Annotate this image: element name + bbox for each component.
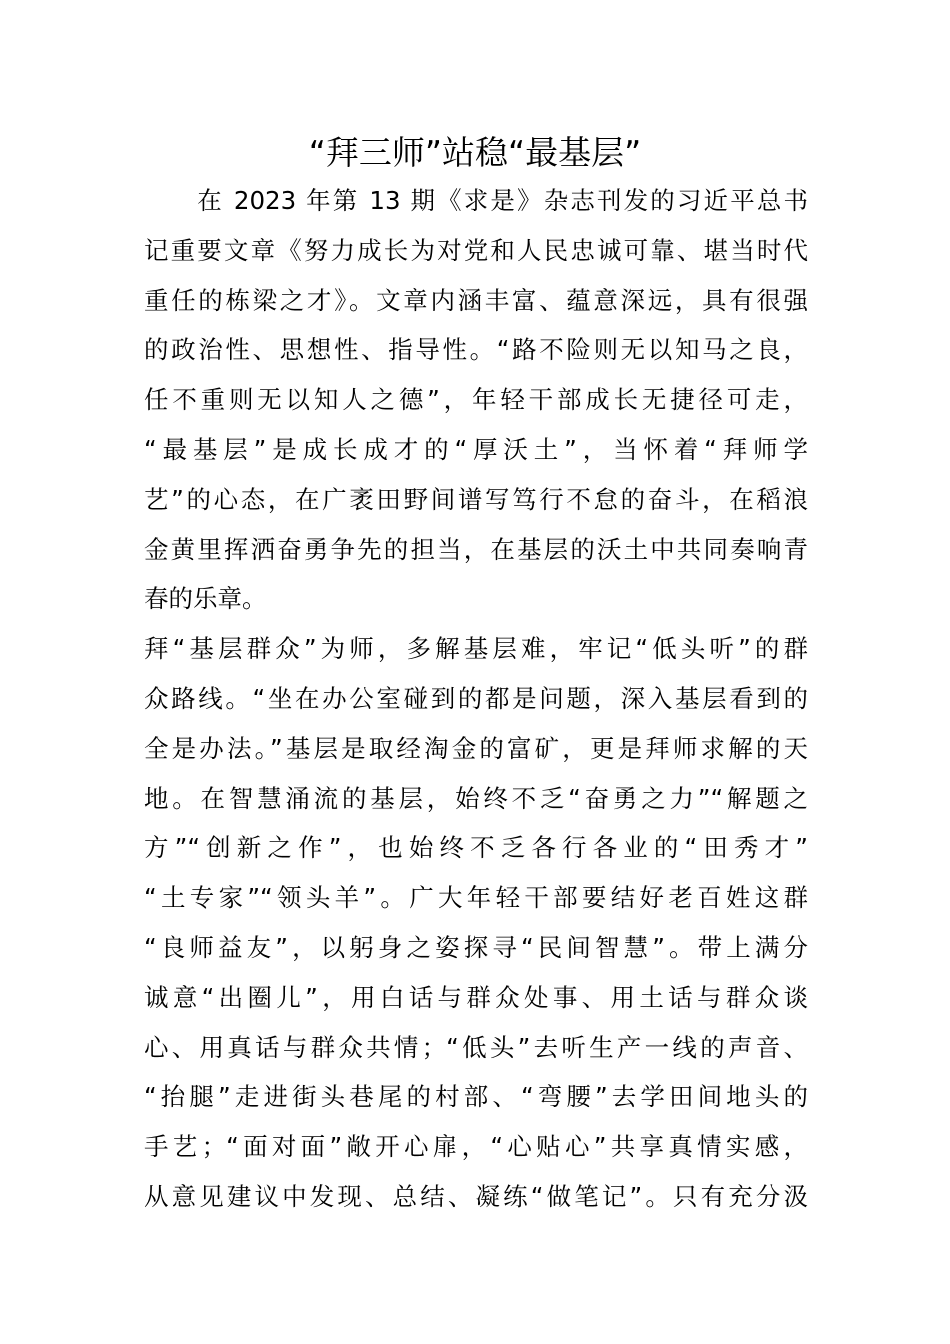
document-body [144, 176, 808, 1222]
document-title: “拜三师”站稳“最基层” [308, 133, 642, 172]
text-line: 金黄里挥洒奋勇争先的担当，在基层的沃土中共同奏响青 [144, 534, 808, 564]
text-line: 地。在智慧涌流的基层，始终不乏“奋勇之力”“解题之 [144, 783, 808, 813]
text-line: “良师益友”，以躬身之姿探寻“民间智慧”。带上满分 [144, 932, 808, 962]
text-line: 方”“创新之作”，也始终不乏各行各业的“田秀才” [144, 833, 808, 863]
text-line: 众路线。“坐在办公室碰到的都是问题，深入基层看到的 [144, 683, 808, 713]
paragraph-1 [144, 176, 808, 624]
text-line: 拜“基层群众”为师，多解基层难，牢记“低头听”的群 [144, 634, 808, 664]
text-line: 记重要文章《努力成长为对党和人民忠诚可靠、堪当时代 [144, 235, 808, 265]
text-line: 艺”的心态，在广袤田野间谱写笃行不怠的奋斗，在稻浪 [144, 484, 808, 514]
text-line: 心、用真话与群众共情；“低头”去听生产一线的声音、 [144, 1032, 808, 1062]
text-line: 任不重则无以知人之德”，年轻干部成长无捷径可走， [144, 385, 808, 415]
text-line: 重任的栋梁之才》。文章内涵丰富、蕴意深远，具有很强 [144, 285, 808, 315]
text-line: 在 2023 年第 13 期《求是》杂志刊发的习近平总书 [144, 186, 808, 215]
text-line: “抬腿”走进街头巷尾的村部、“弯腰”去学田间地头的 [144, 1082, 808, 1112]
text-line: “最基层”是成长成才的“厚沃土”，当怀着“拜师学 [144, 434, 808, 464]
text-line: 全是办法。”基层是取经淘金的富矿，更是拜师求解的天 [144, 733, 808, 763]
text-line: 的政治性、思想性、指导性。“路不险则无以知马之良， [144, 335, 808, 365]
text-line: 春的乐章。 [144, 584, 267, 614]
text-line: “土专家”“领头羊”。广大年轻干部要结好老百姓这群 [144, 883, 808, 913]
text-line: 诚意“出圈儿”，用白话与群众处事、用土话与群众谈 [144, 982, 808, 1012]
text-line: 手艺；“面对面”敞开心扉，“心贴心”共享真情实感， [144, 1132, 808, 1162]
text-line: 从意见建议中发现、总结、凝练“做笔记”。只有充分汲 [144, 1181, 808, 1211]
paragraph-2 [144, 624, 808, 1222]
